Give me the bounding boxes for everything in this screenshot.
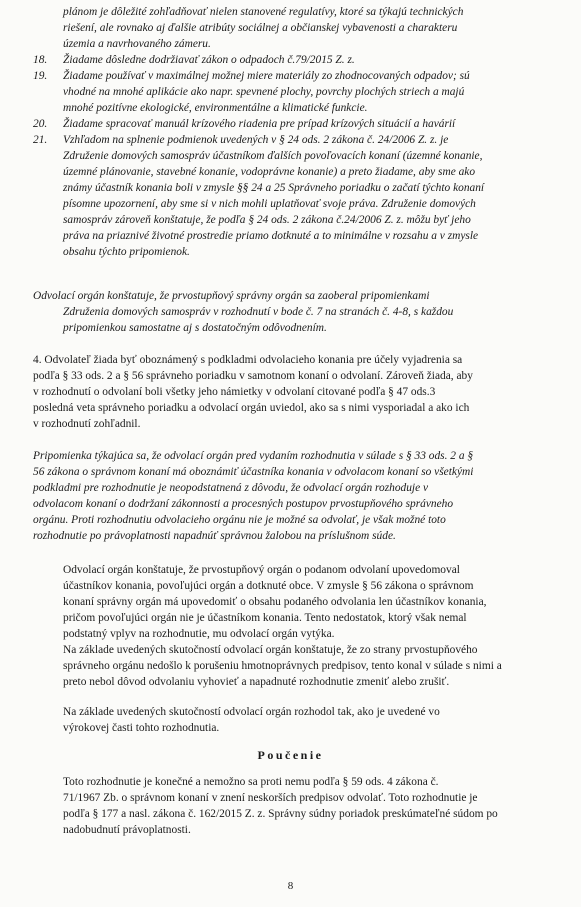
point4-line: v rozhodnutí o odvolaní boli všetky jeho námietky v odvolaní citované podľa § 47 ods.3 bbox=[33, 386, 436, 398]
continuation-line: územia a navrhovaného zámeru. bbox=[63, 38, 211, 50]
paragraph-line: správneho orgánu nedošlo k porušeniu hmotnoprávnych predpisov, tento konal v súlade s nimi a bbox=[63, 660, 502, 672]
item-line: samospráv zároveň konštatuje, že podľa § 24 ods. 2 zákona č.24/2006 Z. z. môžu byť jeho bbox=[63, 214, 471, 226]
item-line: Žiadame spracovať manuál krízového riadenia pre prípad krízových situácií a havárií bbox=[63, 118, 456, 130]
remark-line: podkladmi pre rozhodnutie je neopodstatnená z dôvodu, že odvolací orgán rozhoduje v bbox=[33, 482, 429, 494]
item-line: územné plánovanie, stavebné konanie, vodoprávne konanie) a preto žiadame, aby sme ako bbox=[63, 166, 476, 178]
paragraph-line: výrokovej časti tohto rozhodnutia. bbox=[63, 722, 220, 734]
paragraph-line: podstatný vplyv na rozhodnutie, mu odvolací orgán vytýka. bbox=[63, 628, 335, 640]
paragraph-line: Odvolací orgán konštatuje, že prvostupňový orgán o podanom odvolaní upovedomoval bbox=[63, 564, 460, 576]
paragraph-line: pričom povoľujúci orgán nie je účastníkom konania. Tento nedostatok, ktorý však nemal bbox=[63, 612, 467, 624]
item-number: 19. bbox=[33, 70, 48, 82]
item-line: známy účastník konania boli v zmysle §§ 24 a 25 Správneho poriadku o začatí týchto konaní bbox=[63, 182, 485, 194]
remark-line: odvolacom konaní o dodržaní zákonnosti a procesných postupov prvostupňového správneho bbox=[33, 498, 454, 510]
item-number: 21. bbox=[33, 134, 48, 146]
remark-line: rozhodnutie po právoplatnosti napadnúť správnou žalobou na príslušnom súde. bbox=[33, 530, 396, 542]
item-line: práva na priaznivé životné prostredie priamo dotknuté a to minimálne v rozsahu a v zmysle bbox=[63, 230, 479, 242]
conclusion-line: Odvolací orgán konštatuje, že prvostupňový správny orgán sa zaoberal pripomienkami bbox=[33, 290, 430, 302]
item-line: písomne upozornení, aby sme si v nich mohli uplatňovať svoje práva. Združenie domových bbox=[63, 198, 476, 210]
point4-line: v rozhodnutí zohľadnil. bbox=[33, 418, 141, 430]
item-line: Združenie domových samospráv účastníkom ďalších povoľovacích konaní (územné konanie, bbox=[63, 150, 483, 162]
conclusion-line: pripomienkou samostatne aj s dostatočným odôvodnením. bbox=[63, 322, 327, 334]
item-line: Žiadame používať v maximálnej možnej miere materiály zo zhodnocovaných odpadov; sú bbox=[63, 70, 470, 82]
remark-line: Pripomienka týkajúca sa, že odvolací orgán pred vydaním rozhodnutia v súlade s § 33 ods. 2 a § bbox=[33, 450, 474, 462]
item-line: obsahu týchto pripomienok. bbox=[63, 246, 190, 258]
item-line: vhodné na mnohé aplikácie ako napr. spevnené plochy, povrchy plochých striech a majú bbox=[63, 86, 465, 98]
paragraph-line: preto nebol dôvod odvolaniu vyhovieť a napadnuté rozhodnutie zmeniť alebo zrušiť. bbox=[63, 676, 450, 688]
paragraph-line: Na základe uvedených skutočností odvolací orgán rozhodol tak, ako je uvedené vo bbox=[63, 706, 440, 718]
item-line: mnohé pozitívne ekologické, environmentálne a klimatické funkcie. bbox=[63, 102, 368, 114]
paragraph-line: Na základe uvedených skutočností odvolací orgán konštatuje, že zo strany prvostupňového bbox=[63, 644, 478, 656]
remark-line: orgánu. Proti rozhodnutiu odvolacieho orgánu nie je možné sa odvolať, je však možné toto bbox=[33, 514, 446, 526]
instruction-line: podľa § 177 a nasl. zákona č. 162/2015 Z. z. Správny súdny poriadok preskúmateľné súdom po bbox=[63, 808, 498, 820]
instruction-line: nadobudnutí právoplatnosti. bbox=[63, 824, 191, 836]
item-number: 18. bbox=[33, 54, 48, 66]
continuation-line: plánom je dôležité zohľadňovať nielen stanovené regulatívy, ktoré sa týkajú technických bbox=[63, 6, 464, 18]
item-line: Žiadame dôsledne dodržiavať zákon o odpadoch č.79/2015 Z. z. bbox=[63, 54, 355, 66]
paragraph-line: účastníkov konania, povoľujúci orgán a dotknuté obce. V zmysle § 56 zákona o správnom bbox=[63, 580, 474, 592]
remark-line: 56 zákona o správnom konaní má oboznámiť účastníka konania v odvolacom konaní so všetkými bbox=[33, 466, 474, 478]
point4-line: 4. Odvolateľ žiada byť oboznámený s podkladmi odvolacieho konania pre účely vyjadrenia sa bbox=[33, 354, 463, 366]
paragraph-line: konaní správny orgán má upovedomiť o obsahu podaného odvolania len účastníkov konania, bbox=[63, 596, 487, 608]
conclusion-line: Združenia domových samospráv v rozhodnutí v bode č. 7 na stranách č. 4-8, s každou bbox=[63, 306, 454, 318]
instruction-line: Toto rozhodnutie je konečné a nemožno sa proti nemu podľa § 59 ods. 4 zákona č. bbox=[63, 776, 439, 788]
continuation-line: riešení, ale rovnako aj ďalšie atribúty sociálnej a občianskej vybavenosti a charakteru bbox=[63, 22, 458, 34]
point4-line: posledná veta správneho poriadku a odvolací orgán uviedol, ako sa s nimi vysporiadal a ako ich bbox=[33, 402, 470, 414]
item-line: Vzhľadom na splnenie podmienok uvedených v § 24 ods. 2 zákona č. 24/2006 Z. z. je bbox=[63, 134, 449, 146]
item-number: 20. bbox=[33, 118, 48, 130]
instruction-line: 71/1967 Zb. o správnom konaní v znení neskorších predpisov odvolať. Toto rozhodnutie je bbox=[63, 792, 478, 804]
point4-line: podľa § 33 ods. 2 a § 56 správneho poriadku v samotnom konaní o odvolaní. Zároveň žiada, aby bbox=[33, 370, 473, 382]
section-heading: Poučenie bbox=[257, 748, 324, 762]
page-number: 8 bbox=[287, 880, 294, 892]
